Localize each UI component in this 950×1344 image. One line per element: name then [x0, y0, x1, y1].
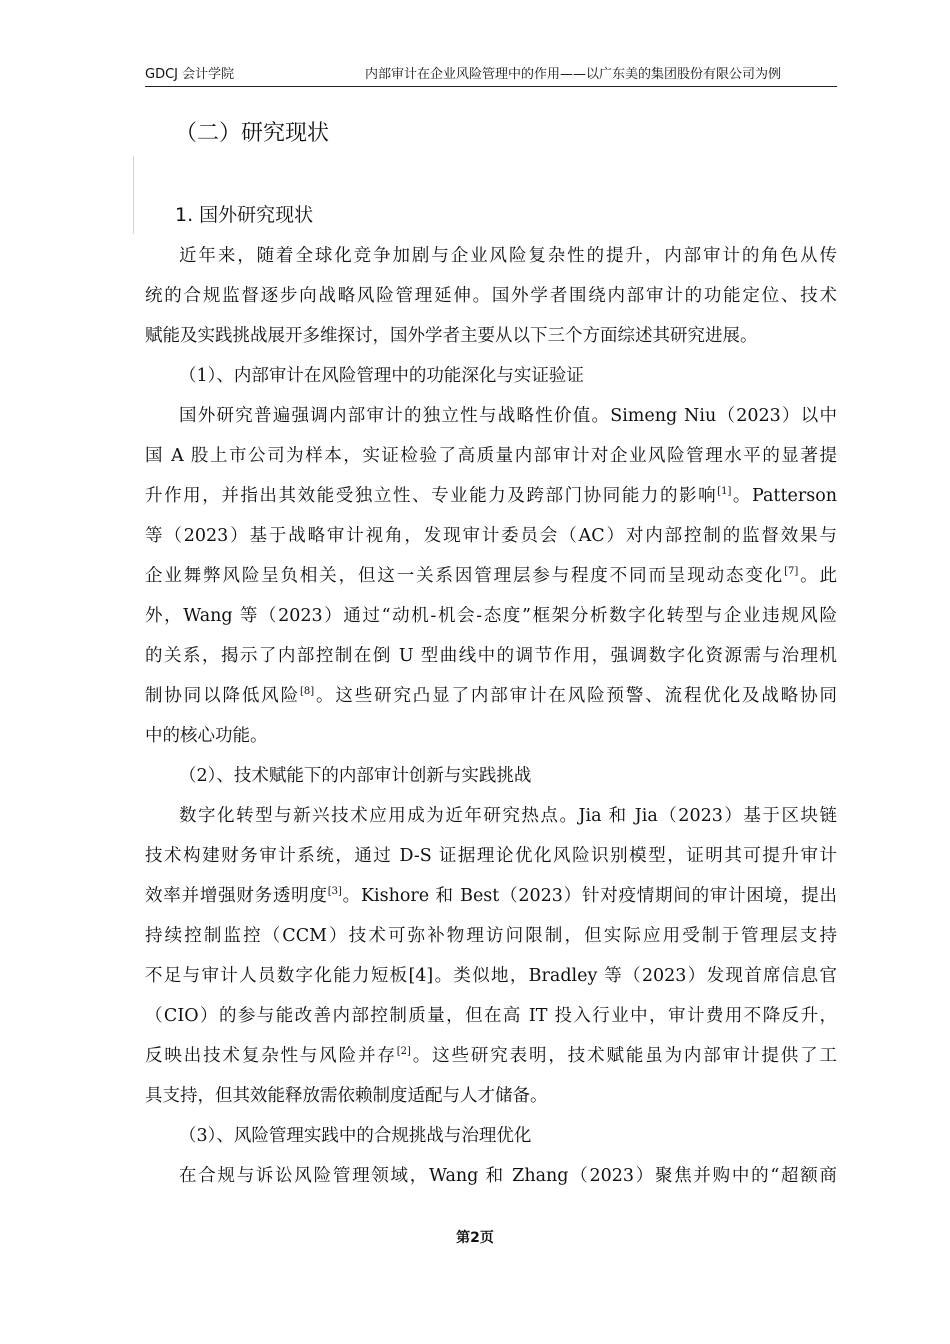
text-line: 等（2023）基于战略审计视角，发现审计委员会（AC）对内部控制的监督效果与	[145, 526, 837, 546]
header-thesis-title: 内部审计在企业风险管理中的作用——以广东美的集团股份有限公司为例	[364, 67, 781, 82]
text-line: 统的合规监督逐步向战略风险管理延伸。国外学者围绕内部审计的功能定位、技术	[145, 286, 837, 306]
citation: [8]	[299, 686, 315, 697]
text-line: 持续控制监控（CCM）技术可弥补物理访问限制，但实际应用受制于管理层支持	[145, 926, 837, 946]
citation: [1]	[717, 486, 732, 497]
text-line: 企业舞弊风险呈负相关，但这一关系因管理层参与程度不同而呈现动态变化[7]。此	[145, 566, 837, 586]
text-line: 近年来，随着全球化竞争加剧与企业风险复杂性的提升，内部审计的角色从传	[179, 246, 837, 266]
text-line: （CIO）的参与能改善内部控制质量，但在高 IT 投入行业中，审计费用不降反升，	[145, 1006, 837, 1026]
text-line: 不足与审计人员数字化能力短板[4]。类似地，Bradley 等（2023）发现首席信息官	[145, 966, 837, 986]
subsection-heading: （2）、技术赋能下的内部审计创新与实践挑战	[179, 766, 532, 786]
text-line: 中的核心功能。	[145, 726, 268, 746]
text-line: 国外研究普遍强调内部审计的独立性与战略性价值。Simeng Niu（2023）以中	[179, 406, 837, 426]
sub-title: 1. 国外研究现状	[175, 204, 314, 226]
margin-mark	[133, 156, 134, 234]
text-line: 国 A 股上市公司为样本，实证检验了高质量内部审计对企业风险管理水平的显著提	[145, 446, 837, 466]
text-line: 技术构建财务审计系统，通过 D-S 证据理论优化风险识别模型，证明其可提升审计	[145, 846, 837, 866]
citation: [2]	[396, 1046, 411, 1057]
text-line: 在合规与诉讼风险管理领域，Wang 和 Zhang（2023）聚焦并购中的“超额商	[179, 1166, 837, 1186]
text-line: 效率并增强财务透明度[3]。Kishore 和 Best（2023）针对疫情期间的审计困境，提出	[145, 886, 837, 906]
citation: [7]	[784, 566, 799, 577]
text-line: 反映出技术复杂性与风险并存[2]。这些研究表明，技术赋能虽为内部审计提供了工	[145, 1046, 837, 1066]
text-line: 升作用，并指出其效能受独立性、专业能力及跨部门协同能力的影响[1]。Patterson	[145, 486, 838, 506]
body-text	[145, 236, 837, 1196]
text-line: 数字化转型与新兴技术应用成为近年研究热点。Jia 和 Jia（2023）基于区块链	[179, 806, 837, 826]
subsection-heading: （1）、内部审计在风险管理中的功能深化与实证验证	[179, 366, 584, 386]
text-line: 的关系，揭示了内部控制在倒 U 型曲线中的调节作用，强调数字化资源需与治理机	[145, 646, 837, 666]
header-school: GDCJ 会计学院	[145, 67, 235, 82]
page-header	[145, 66, 837, 87]
text-line: 制协同以降低风险[8]。这些研究凸显了内部审计在风险预警、流程优化及战略协同	[145, 686, 838, 706]
page-number: 第2页	[456, 1230, 494, 1246]
subsection-heading: （3）、风险管理实践中的合规挑战与治理优化	[179, 1126, 532, 1146]
text-line: 赋能及实践挑战展开多维探讨，国外学者主要从以下三个方面综述其研究进展。	[145, 326, 758, 346]
text-line: 外，Wang 等（2023）通过“动机-机会-态度”框架分析数字化转型与企业违规风险	[145, 606, 837, 626]
section-title: （二）研究现状	[175, 121, 330, 146]
citation: [3]	[327, 886, 342, 897]
text-line: 具支持，但其效能释放需依赖制度适配与人才储备。	[145, 1086, 548, 1106]
